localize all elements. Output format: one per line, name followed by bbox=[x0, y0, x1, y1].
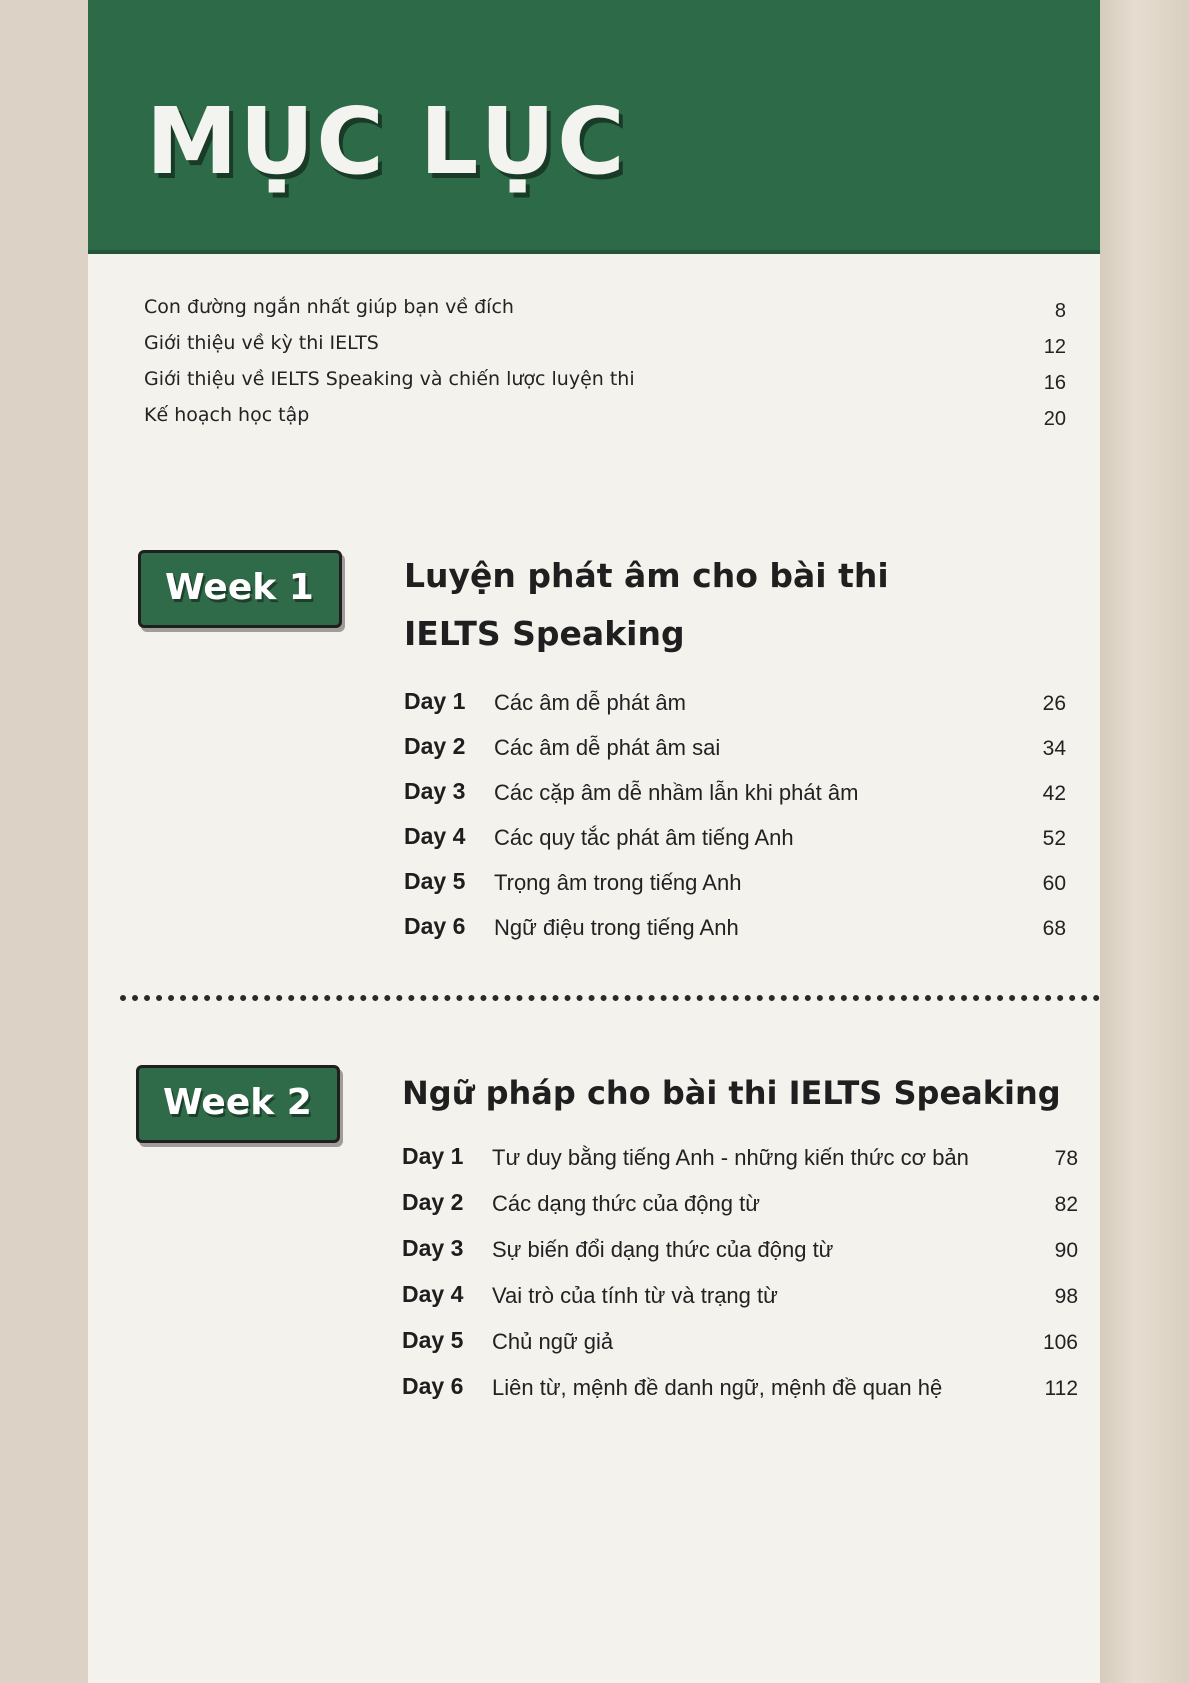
day-page: 52 bbox=[1042, 827, 1066, 850]
week-label: Week 2 bbox=[163, 1082, 312, 1123]
day-title: Trọng âm trong tiếng Anh bbox=[494, 870, 742, 895]
day-page: 90 bbox=[1054, 1239, 1078, 1262]
week-2-badge bbox=[136, 1065, 340, 1143]
day-page: 98 bbox=[1054, 1285, 1078, 1308]
entry-page: 20 bbox=[1043, 408, 1066, 430]
day-entry[interactable] bbox=[402, 1281, 1078, 1321]
day-page: 26 bbox=[1042, 692, 1066, 715]
day-label: Day 2 bbox=[404, 733, 466, 759]
day-entry[interactable] bbox=[404, 868, 1066, 908]
entry-title: Kế hoạch học tập bbox=[144, 404, 310, 426]
entry-title: Giới thiệu về IELTS Speaking và chiến lược luyện thi bbox=[144, 368, 635, 390]
day-entry[interactable] bbox=[404, 823, 1066, 863]
entry-title: Con đường ngắn nhất giúp bạn về đích bbox=[144, 296, 514, 318]
section-divider bbox=[120, 995, 1100, 1001]
day-title: Sự biến đổi dạng thức của động từ bbox=[492, 1237, 834, 1262]
day-entry[interactable] bbox=[404, 913, 1066, 953]
page-title: MỤC LỤC bbox=[146, 88, 627, 195]
day-page: 34 bbox=[1042, 737, 1066, 760]
entry-page: 12 bbox=[1043, 336, 1066, 358]
week-2-title bbox=[402, 1074, 1061, 1112]
day-entry[interactable] bbox=[402, 1189, 1078, 1229]
page-edge bbox=[1100, 0, 1189, 1683]
day-entry[interactable] bbox=[404, 778, 1066, 818]
day-page: 112 bbox=[1044, 1377, 1078, 1400]
day-entry[interactable] bbox=[404, 733, 1066, 773]
intro-entry[interactable] bbox=[144, 364, 1066, 400]
day-label: Day 5 bbox=[402, 1327, 464, 1353]
day-label: Day 1 bbox=[404, 688, 466, 714]
intro-entry[interactable] bbox=[144, 328, 1066, 364]
day-page: 68 bbox=[1042, 917, 1066, 940]
intro-list bbox=[144, 292, 1066, 436]
week-label: Week 1 bbox=[165, 567, 314, 608]
day-page: 106 bbox=[1042, 1331, 1078, 1354]
day-title: Các âm dễ phát âm sai bbox=[494, 735, 721, 760]
day-page: 78 bbox=[1054, 1147, 1078, 1170]
day-title: Tư duy bằng tiếng Anh - những kiến thức cơ bản bbox=[492, 1145, 969, 1170]
week-1-badge bbox=[138, 550, 342, 628]
entry-title: Giới thiệu về kỳ thi IELTS bbox=[144, 332, 379, 354]
day-title: Các cặp âm dễ nhầm lẫn khi phát âm bbox=[494, 780, 859, 805]
day-label: Day 6 bbox=[402, 1373, 464, 1399]
day-label: Day 3 bbox=[402, 1235, 464, 1261]
day-page: 42 bbox=[1042, 782, 1066, 805]
day-label: Day 5 bbox=[404, 868, 466, 894]
day-title: Ngữ điệu trong tiếng Anh bbox=[494, 915, 739, 940]
week-1-title bbox=[404, 556, 889, 653]
day-entry[interactable] bbox=[402, 1327, 1078, 1367]
day-title: Vai trò của tính từ và trạng từ bbox=[492, 1283, 778, 1308]
day-page: 60 bbox=[1042, 872, 1066, 895]
day-entry[interactable] bbox=[402, 1143, 1078, 1183]
day-label: Day 6 bbox=[404, 913, 466, 939]
day-title: Các dạng thức của động từ bbox=[492, 1191, 760, 1216]
week-title-line: Ngữ pháp cho bài thi IELTS Speaking bbox=[402, 1074, 1061, 1112]
toc-page bbox=[88, 0, 1100, 1683]
day-label: Day 2 bbox=[402, 1189, 464, 1215]
entry-page: 16 bbox=[1043, 372, 1066, 394]
day-title: Chủ ngữ giả bbox=[492, 1329, 614, 1354]
day-label: Day 3 bbox=[404, 778, 466, 804]
day-label: Day 4 bbox=[404, 823, 466, 849]
header-band bbox=[88, 0, 1100, 254]
entry-page: 8 bbox=[1054, 300, 1066, 322]
day-entry[interactable] bbox=[402, 1373, 1078, 1413]
day-title: Các quy tắc phát âm tiếng Anh bbox=[494, 825, 794, 850]
day-title: Các âm dễ phát âm bbox=[494, 690, 686, 715]
day-entry[interactable] bbox=[404, 688, 1066, 728]
week-title-line: IELTS Speaking bbox=[404, 613, 685, 653]
intro-entry[interactable] bbox=[144, 400, 1066, 436]
day-label: Day 4 bbox=[402, 1281, 464, 1307]
week-title-line: Luyện phát âm cho bài thi bbox=[404, 556, 889, 595]
day-page: 82 bbox=[1054, 1193, 1078, 1216]
day-title: Liên từ, mệnh đề danh ngữ, mệnh đề quan hệ bbox=[492, 1375, 943, 1400]
day-label: Day 1 bbox=[402, 1143, 464, 1169]
day-entry[interactable] bbox=[402, 1235, 1078, 1275]
intro-entry[interactable] bbox=[144, 292, 1066, 328]
